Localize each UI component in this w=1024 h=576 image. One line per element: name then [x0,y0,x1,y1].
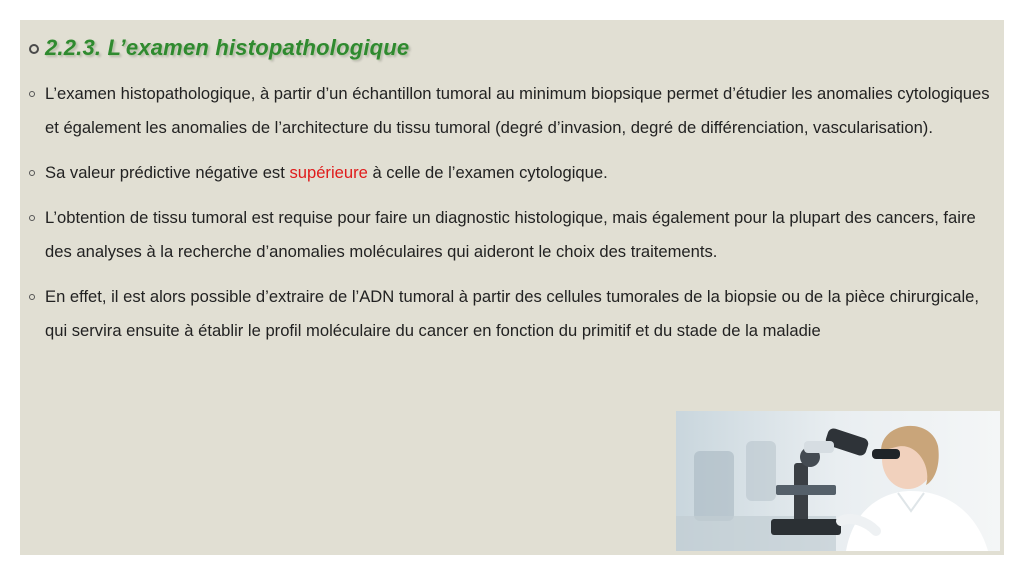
bullet-text: L’examen histopathologique, à partir d’un échantillon tumoral au minimum biopsique permet d’étudier les anomalies cytologiques et également les anomalies de l’architecture du tissu tumoral (degré d’invasion, degré de différenciation, vascularisation). [45,84,990,137]
bullet-item [28,280,1000,348]
bullet-item [28,156,1000,190]
bullet-text: à celle de l’examen cytologique. [367,163,608,182]
title-row [29,35,409,61]
bullet-list [28,77,1000,359]
bullet-icon [29,44,39,54]
bullet-item [28,77,1000,145]
bullet-text: Sa valeur prédictive négative est [45,163,290,182]
bullet-icon [29,91,35,97]
microscope-scientist-photo [676,411,1000,551]
slide-title: 2.2.3. L’examen histopathologique [45,35,410,60]
highlighted-word: supérieure [289,163,368,182]
bullet-icon [29,170,35,176]
bullet-text: En effet, il est alors possible d’extraire de l’ADN tumoral à partir des cellules tumorales de la biopsie ou de la pièce chirurgicale, qui servira ensuite à établir le profil moléculaire du cancer en fonction du primitif et du stade de la maladie [45,287,980,340]
bullet-item [28,201,1000,269]
bullet-icon [29,215,35,221]
slide [20,20,1004,555]
bullet-icon [29,294,35,300]
bullet-text: L’obtention de tissu tumoral est requise pour faire un diagnostic histologique, mais également pour la plupart des cancers, faire des analyses à la recherche d’anomalies moléculaires qui aideront le choix des traitements. [45,208,976,261]
photo-illustration [676,411,1000,551]
